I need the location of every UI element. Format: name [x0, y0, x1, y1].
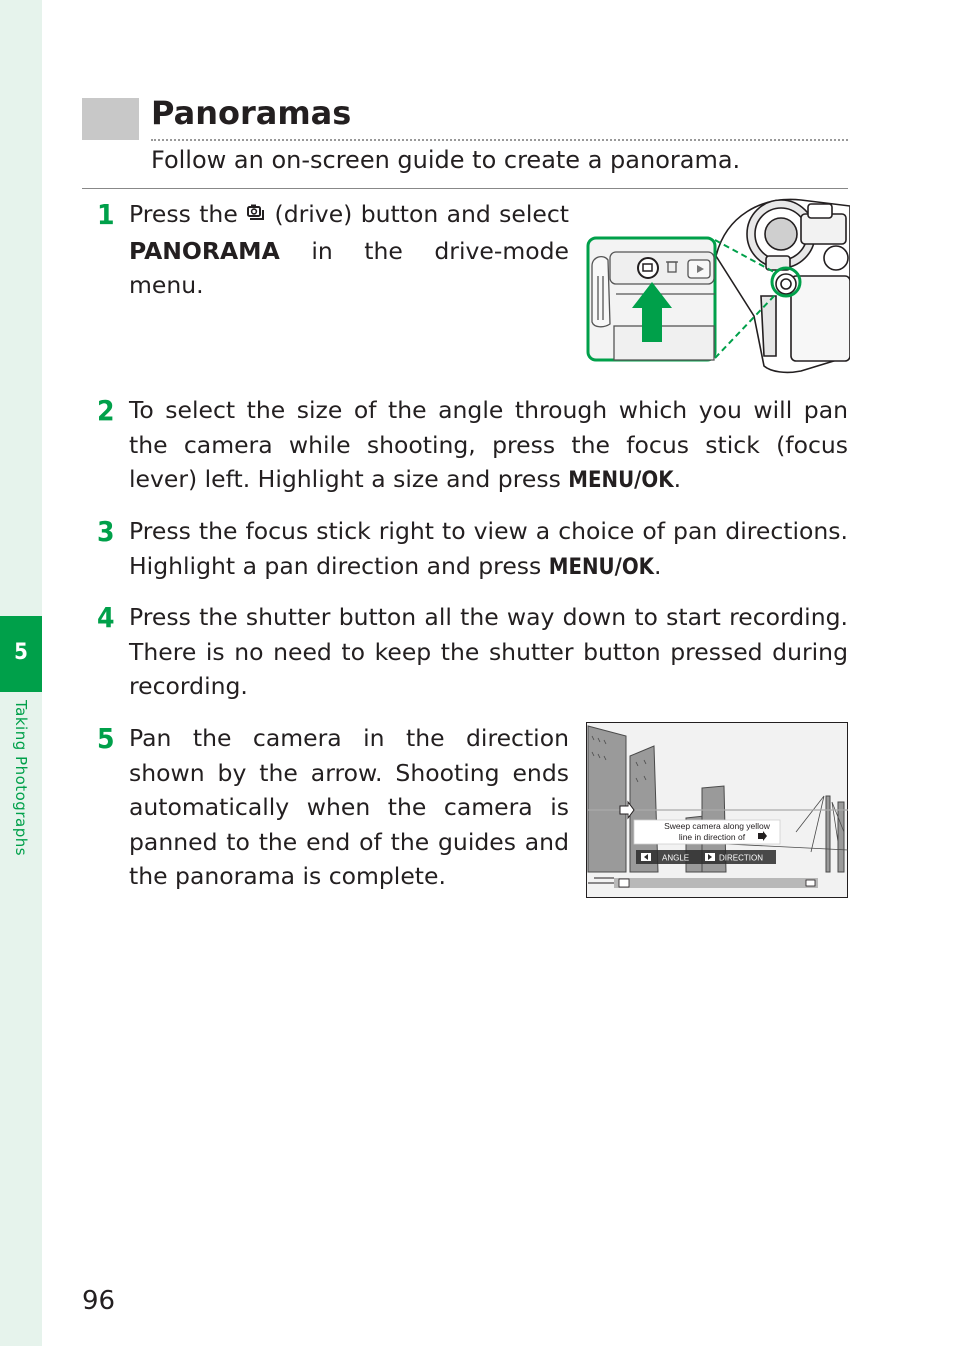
panorama-keyword: PANORAMA — [129, 236, 280, 265]
step-3-text-part: . — [654, 551, 662, 580]
step-2-text — [129, 393, 848, 497]
step-2-text-part: To select the size of the angle through which you will pan the camera while shooting, press the focus stick (focus lever) left. Highlight a size and press — [129, 396, 848, 493]
title-dotted-rule — [151, 139, 848, 141]
step-1-text-part: in the drive-mode menu. — [129, 236, 569, 299]
title-marker-box — [82, 98, 139, 140]
chapter-label: Taking Photographs — [12, 700, 30, 857]
step-4-number: 4 — [97, 601, 115, 634]
menu-ok-button-label: MENU/OK — [568, 468, 674, 493]
step-1-number: 1 — [97, 198, 115, 231]
step-5-text: Pan the camera in the direction shown by the arrow. Shooting ends automatically when the camera is panned to the end of the guides and the panorama is complete. — [129, 724, 569, 890]
menu-ok-button-label: MENU/OK — [548, 554, 655, 580]
page-number: 96 — [82, 1286, 116, 1316]
step-3-number: 3 — [97, 515, 115, 548]
section-divider — [82, 188, 848, 189]
guide-text-line1: Sweep camera along yellow — [664, 821, 770, 831]
guide-text-line2: line in direction of — [678, 832, 746, 842]
step-2-number: 2 — [97, 394, 115, 427]
step-4-text: Press the shutter button all the way down to start recording. There is no need to keep the shutter button pressed during recording. — [129, 603, 848, 700]
step-1-text — [129, 197, 569, 303]
chapter-number: 5 — [14, 640, 28, 665]
camera-drive-button-illustration — [586, 196, 850, 380]
step-5-number: 5 — [97, 722, 115, 755]
step-3-text-part: Press the focus stick right to view a choice of pan directions. Highlight a pan direction and press — [129, 517, 848, 580]
panorama-screen-illustration — [586, 722, 848, 898]
step-2-text-part: . — [673, 465, 682, 493]
angle-label: ANGLE — [662, 853, 690, 863]
step-1-text-part: Press the — [129, 200, 238, 228]
step-1-text-part: (drive) button and select — [274, 200, 569, 228]
direction-label: DIRECTION — [719, 853, 763, 863]
page-subtitle: Follow an on-screen guide to create a panorama. — [151, 146, 741, 174]
step-3-text — [129, 514, 848, 583]
page-title: Panoramas — [151, 94, 352, 132]
drive-icon — [246, 199, 266, 234]
